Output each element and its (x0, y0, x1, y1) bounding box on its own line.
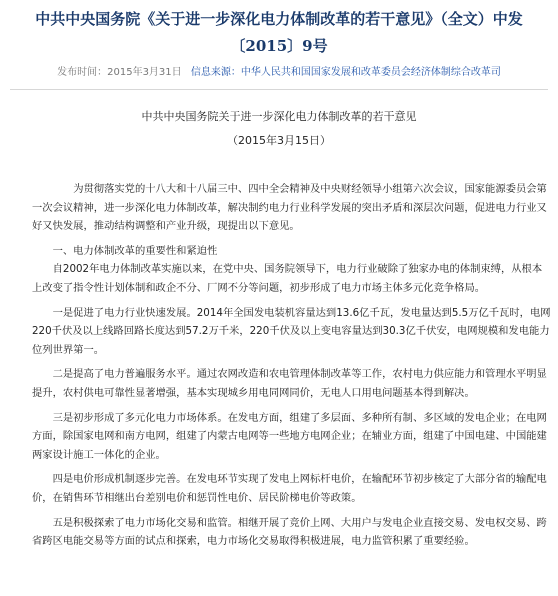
article-meta (0, 66, 558, 80)
document-title: 中共中央国务院关于进一步深化电力体制改革的若干意见 (141, 110, 417, 123)
body-paragraph-intro: 为贯彻落实党的十八大和十八届三中、四中全会精神及中央财经领导小组第六次会议，国家能源委员会第一次会议精神，进一步深化电力体制改革，解决制约电力行业科学发展的突出矛盾和深层次问题，促进电力行业又好又快发展，推动结构调整和产业升级，现提出以下意见。 (32, 183, 547, 233)
document-date: （2015年3月15日） (227, 134, 331, 147)
body-paragraph: 二是提高了电力普遍服务水平。通过农网改造和农电管理体制改革等工作，农村电力供应能力和管理水平明显提升，农村供电可靠性显著增强，基本实现城乡用电同网同价，无电人口用电问题基本得到解决。 (32, 368, 547, 399)
body-paragraph: 一是促进了电力行业快速发展。2014年全国发电装机容量达到13.6亿千瓦，发电量达到5.5万亿千瓦时，电网220千伏及以上线路回路长度达到57.2万千米，220千伏及以上变电容量达到30.3亿千伏安，电网规模和发电能力位列世界第一。 (32, 306, 551, 356)
source-link[interactable]: 中华人民共和国国家发展和改革委员会经济体制综合改革司 (240, 67, 501, 78)
body-paragraph: 五是积极探索了电力市场化交易和监管。相继开展了竞价上网、大用户与发电企业直接交易、发电权交易、跨省跨区电能交易等方面的试点和探索，电力市场化交易取得积极进展，电力监管积累了重要经验。 (32, 516, 547, 548)
body-paragraph: 三是初步形成了多元化电力市场体系。在发电方面，组建了多层面、多种所有制、多区域的发电企业；在电网方面，除国家电网和南方电网，组建了内蒙古电网等一些地方电网企业；在辅业方面，组建了中国电建、中国能建两家设计施工一体化的企业。 (32, 411, 547, 461)
article-body (32, 180, 552, 557)
header-divider (10, 89, 548, 90)
article-headline: 中共中央国务院《关于进一步深化电力体制改革的若干意见》（全文）中发〔2015〕9号 (35, 10, 523, 55)
body-paragraph: 自2002年电力体制改革实施以来，在党中央、国务院领导下，电力行业破除了独家办电的体制束缚，从根本上改变了指令性计划体制和政企不分、厂网不分等问题，初步形成了电力市场主体多元化竞争格局。 (32, 263, 543, 294)
publish-label: 发布时间： (57, 67, 108, 78)
section-heading: 一、电力体制改革的重要性和紧迫性 (52, 244, 218, 257)
body-paragraph: 四是电价形成机制逐步完善。在发电环节实现了发电上网标杆电价，在输配环节初步核定了大部分省的输配电价，在销售环节相继出台差别电价和惩罚性电价、居民阶梯电价等政策。 (32, 473, 547, 504)
publish-date: 2015年3月31日 (107, 67, 182, 78)
source-label: 信息来源： (190, 67, 241, 78)
